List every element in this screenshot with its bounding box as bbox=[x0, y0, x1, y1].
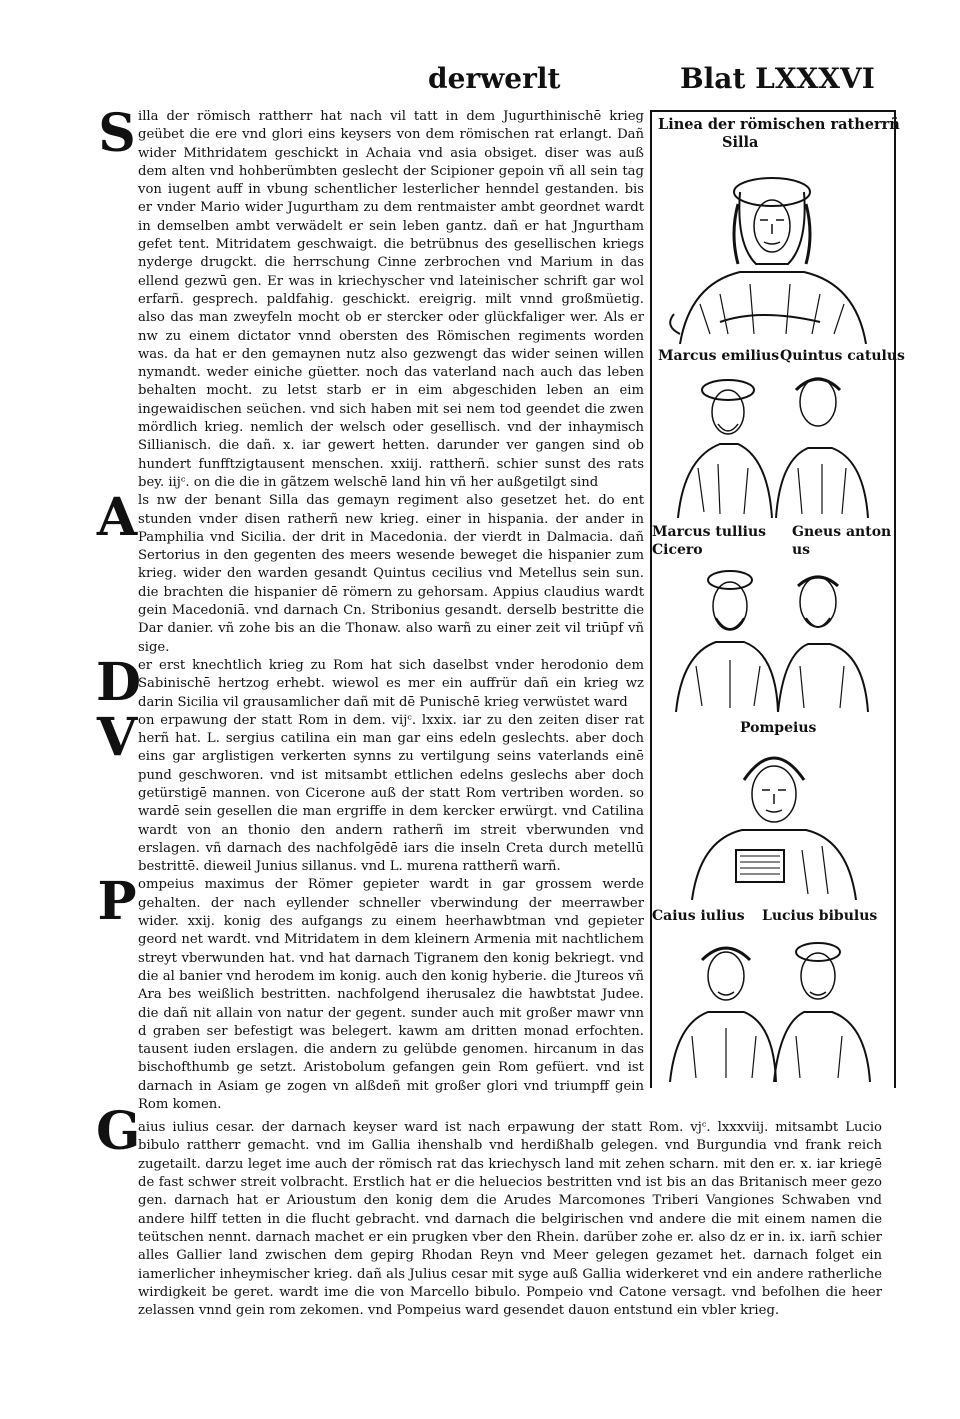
paragraph-text: illa der römisch rattherr hat nach vil tatt in dem Jugurthinischē krieg geübet die ere vnd glori eins keysers von dem römischen rat erlangt. Dañ wider Mithridatem geschickt in Achaia vnd asia obsiget. diser was auß dem alten vnd hohberümbten geslecht der Scipioner gepoin vñ all sein tag von iugent auff in vbung schentlicher lesterlicher henndel gestanden. bis er vnder Mario wider Jugurtham zu dem rentmaister ambt geordnet wardt in demselben ambt verwädelt er sein leben gantz. dañ er hat Jngurtham gefet tent. Mitridatem geschwaigt. die betrübnus des gesellischen kriegs nyderge drugckt. die herrschung Cinne zerbrochen vnd Marium in das ellend gezwū gen. Er was in kriechyscher vnd lateinischer schrift gar wol erfarñ. gesprech. paldfahig. geschickt. ereigrig. milt vnnd großmüetig. also das man zweyfeln mocht ob er stercker oder glückfaliger wer. Als er nw zu einem dictator vnnd obersten des Römischen regiments worden was. da hat er den gemaynen nutz also gezwengt das wider seinen willen nymandt. weder einiche güetter. noch das vaterland nach auch das leben behalten mocht. zu letst starb er in eim abgeschiden leben an eim ingewaidischen seüchen. vnd sich haben mit sei nem tod geendet die zwen mördlich krieg. nemlich der welsch oder gesellisch. vnd der inhaymisch Sillianisch. die dañ. x. iar gewert hetten. darunder ver gangen sind ob hundert funfftzigtausent menschen. xxiij. rattherñ. schier sunst des rats bey. iijᶜ. on die die in gãtzem welschē land hin vñ her außgetilgt sind bbox=[138, 109, 644, 490]
portrait-silla bbox=[660, 154, 882, 344]
paragraph-text: er erst knechtlich krieg zu Rom hat sich daselbst vnder herodonio dem Sabinischē hertzog erhebt. wiewol es mer ein auffrür dañ ein krieg wz darin Sicilia vil grausamlicher dañ mit dē Punischē krieg verwüstet ward bbox=[138, 657, 644, 710]
drop-cap: P bbox=[97, 871, 137, 933]
caption-caius-iulius: Caius iulius bbox=[652, 908, 745, 924]
caption-gneus-anton-cont: us bbox=[792, 542, 811, 558]
caption-marcus-emilius: Marcus emilius bbox=[658, 348, 780, 364]
portrait-iulius-bibulus bbox=[662, 932, 878, 1082]
paragraph-silla bbox=[96, 103, 644, 492]
drop-cap: G bbox=[96, 1101, 141, 1162]
paragraph-caesar bbox=[96, 1101, 882, 1334]
running-title: derwerlt bbox=[428, 62, 561, 95]
sidebar-heading: Linea der römischen ratherrñ bbox=[658, 116, 900, 133]
portrait-sidebar bbox=[650, 110, 905, 1088]
portrait-tullius-anton bbox=[668, 562, 878, 712]
drop-cap: S bbox=[98, 103, 136, 164]
caption-lucius-bibulus: Lucius bibulus bbox=[762, 908, 878, 924]
caesar-paragraph bbox=[96, 1101, 882, 1334]
caption-marcus-tullius: Marcus tullius bbox=[652, 524, 767, 540]
paragraph-servile-war bbox=[96, 651, 644, 713]
folio-number: Blat LXXXVI bbox=[680, 62, 875, 95]
drop-cap: A bbox=[96, 487, 138, 549]
paragraph-new-wars bbox=[96, 487, 644, 657]
portrait-emilius-catulus bbox=[668, 368, 878, 518]
caption-silla: Silla bbox=[722, 134, 759, 151]
caption-cicero: Cicero bbox=[652, 542, 703, 558]
main-text-column bbox=[96, 103, 644, 1114]
paragraph-text: ompeius maximus der Römer gepieter wardt in gar grossem werde gehalten. der nach eyllender schneller vberwindung der meerrawber wider. xxij. konig des aufgangs zu einem heerhawbtman vnd gepieter geord net wardt. vnd Mitridatem in dem kleinern Armenia mit nachtlichem streyt vberwunden hat. vnd hat darnach Tigranem den konig bekriegt. vnd die al banier vnd herodem im konig. auch den konig hyberie. die Jtureos vñ Ara bes weißlich bestritten. nachfolgend iherusalez die hawbtstat Judee. die dañ nit allain von natur der gegent. sunder auch mit großer mawr vnn d graben ser befestigt was belegert. kawm am dritten monad erfochten. tausent iuden erslagen. die andern zu gelübde genomen. hircanum in das bischofthumb ge setzt. Aristobolum gefangen gein Rom gefüert. vnd ist darnach in Asiam ge zogen vn alßdeñ mit großer glori vnd triumpff gein Rom komen. bbox=[138, 877, 644, 1113]
paragraph-text: on erpawung der statt Rom in dem. vijᶜ. lxxix. iar zu den zeiten diser rat herñ hat. L. sergius catilina ein man gar eins edeln geslechts. aber doch eins gar arglistigen verkerten synns zu vertilgung seins vaterlands einē pund geschworen. vnd ist mitsambt ettlichen edelns geslechs aber doch getürstigē mannen. von Cicerone auß der statt Rom vertriben worden. so wardē sein gesellen die man ergriffe in dem kercker erwürgt. vnd Catilina wardt von an thonio den andern ratherñ im streit vberwunden vnd erslagen. vñ darnach des nachfolgēdē iars die inseln Creta durch metellū bestrittē. dieweil Junius sillanus. vnd L. murena rattherñ warñ. bbox=[138, 712, 644, 875]
page-header bbox=[0, 62, 960, 102]
paragraph-pompeius bbox=[96, 871, 644, 1114]
caption-gneus-anton: Gneus anton bbox=[792, 524, 892, 540]
caption-pompeius: Pompeius bbox=[740, 720, 817, 736]
paragraph-text: aius iulius cesar. der darnach keyser ward ist nach erpawung der statt Rom. vjᶜ. lxxxviij. mitsambt Lucio bibulo rattherr gemacht. vnd im Gallia ihenshalb vnd herdißhalb gelegen. vnd Burgundia vnd frank reich zugetailt. darzu leget ime auch der römisch rat das kriechysch land mit zehen scharn. mit den er. x. iar kriegē de fast schwer streit volbracht. Erstlich hat er die heluecios bestritten vnd ist bis an das Britanisch meer gezo gen. darnach hat er Arioustum den konig dem die Arudes Marcomones Triberi Vangiones Schwaben vnd andere hilff tetten in die flucht gebracht. vnd darnach die belgirischen vnd andere die mit einem namen die teütschen nennt. darnach machet er ein prugken vber den Rhein. darüber zohe er. also dz er in. ix. iarñ schier alles Gallier land zwischen dem gepirg Rhodan Reyn vnd Meer gelegen gezamet het. darnach folget ein iamerlicher inheymischer krieg. dañ als Julius cesar mit syge auß Gallia widerkeret vnd ein andere ratherliche wirdigkeit be geret. wardt ime die von Marcello bibulo. Pompeio vnd Catone versagt. vnd befolhen die heer zelassen vnnd gein rom zekomen. vnd Pompeius ward gesendet dauon entstund ein vbler krieg. bbox=[138, 1120, 882, 1319]
portrait-pompeius bbox=[682, 740, 866, 900]
drop-cap: V bbox=[96, 706, 138, 768]
caption-quintus-catulus: Quintus catulus bbox=[780, 348, 905, 364]
paragraph-text: ls nw der benant Silla das gemayn regiment also gesetzet het. do ent stunden vnder disen ratherñ new krieg. einer in hispania. der ander in Pamphilia vnd Sicilia. der drit in Macedonia. der vierdt in Dalmacia. dañ Sertorius in den gegenten des meers wesende beweget die hispanier zum krieg. wider den warden gesandt Quintus cecilius vnd Metellus sein sun. die brachten die hispanier dē römern zu gehorsam. Appius claudius wardt gein Macedoniā. vnd darnach Cn. Stribonius gesandt. derselb bestritte die Dar danier. vñ zohe bis an die Thonaw. also warñ zu einer zeit vil triūpf vñ sige. bbox=[138, 493, 644, 655]
drop-cap: D bbox=[96, 651, 142, 713]
paragraph-catilina bbox=[96, 706, 644, 877]
